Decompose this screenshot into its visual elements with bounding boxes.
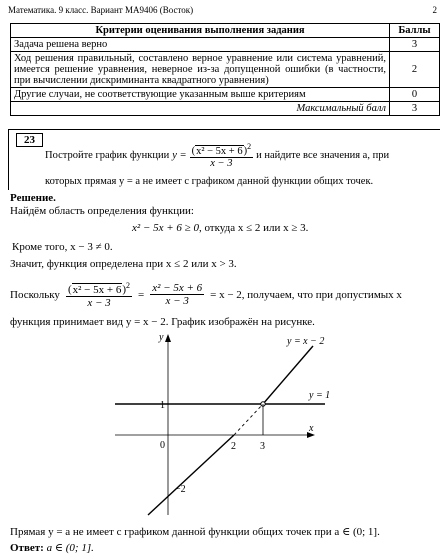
graph-right-ray (263, 346, 313, 404)
p5-fraction1-denominator: x − 3 (87, 296, 111, 309)
page-number: 2 (432, 5, 437, 15)
p5-tail: = x − 2, получаем, что при допустимых x (210, 288, 402, 301)
p5-fraction1-numerator: x² − 5x + 6 (72, 283, 122, 296)
header-title: Математика. 9 класс. Вариант МА9406 (Восток) (8, 5, 194, 15)
column-header-points: Баллы (390, 24, 440, 38)
max-score-value: 3 (390, 102, 440, 116)
p5-fraction1: $\frac{(x^2 - 5x + 6)^2}{x - 3}$ (67, 281, 130, 309)
table-row (11, 88, 440, 102)
task-fraction-denominator: x − 3 (210, 157, 233, 169)
table-row (11, 102, 440, 116)
graph-gap-dashed (234, 404, 263, 435)
origin-label: 0 (160, 440, 165, 451)
y-axis-arrow (165, 334, 171, 342)
task-text-start: Постройте график функции (45, 149, 170, 161)
criteria-points: 3 (390, 38, 440, 52)
solution-p7: Прямая y = a не имеет с графиком данной функции общих точек при a ∈ (0; 1]. (10, 526, 380, 538)
column-header-criteria: Критерии оценивания выполнения задания (11, 24, 390, 38)
p5-fraction2-numerator: x² − 5x + 6 (152, 282, 203, 295)
solution-p3: Кроме того, x − 3 ≠ 0. (12, 241, 113, 253)
p5-start: Поскольку (10, 288, 60, 301)
task-y-eq: y = (172, 149, 187, 161)
criteria-points: 2 (390, 52, 440, 88)
hline-label: y = 1 (309, 390, 331, 401)
criteria-text: Задача решена верно (11, 38, 390, 52)
p5-equals: = (138, 288, 145, 301)
criteria-points: 0 (390, 88, 440, 102)
answer-value: a ∈ (0; 1]. (46, 542, 94, 554)
domain-inequality: x² − 5x + 6 ≥ 0 (132, 222, 199, 234)
p5-fraction2-denominator: x − 3 (165, 295, 189, 308)
function-graph (115, 330, 345, 518)
answer-line (10, 541, 94, 554)
max-score-label: Максимальный балл (11, 102, 390, 116)
solution-p6: функция принимает вид y = x − 2. График изображён на рисунке. (10, 316, 315, 328)
table-row (11, 52, 440, 88)
table-row (11, 38, 440, 52)
task-fraction-numerator: x² − 5x + 6 (196, 145, 243, 157)
solution-domain (132, 222, 308, 234)
task-statement-line2: которых прямая y = a не имеет с графиком данной функции общих точек. (45, 176, 374, 187)
task-text-end: и найдите все значения a, при (256, 149, 390, 161)
tick-x-2: 2 (231, 441, 236, 452)
criteria-table (10, 23, 440, 116)
solution-p1: Найдём область определения функции: (10, 205, 194, 217)
task-number: 23 (16, 133, 43, 147)
criteria-text: Ход решения правильный, составлено верное уравнение или система уравнений, имеется решение уравнения, неверное из-за допущенной ошибки (в частности, при вычислении дискриминанта квадратного уравнения) (11, 52, 390, 88)
solution-p4: Значит, функция определена при x ≤ 2 или x > 3. (10, 258, 237, 270)
tick-x-3: 3 (260, 441, 265, 452)
table-header-row (11, 24, 440, 38)
domain-conclusion: , откуда x ≤ 2 или x ≥ 3. (198, 222, 309, 234)
solution-p5 (10, 281, 402, 309)
x-axis-label: x (309, 423, 314, 434)
task-fraction: $\frac{(x^2 - 5x + 6)^2}{x - 3}$ (191, 142, 252, 169)
y-axis-label: y (159, 332, 164, 343)
task-statement-line1 (45, 142, 389, 169)
answer-label: Ответ: (10, 542, 44, 554)
criteria-text: Другие случаи, не соответствующие указанным выше критериям (11, 88, 390, 102)
line-label: y = x − 2 (287, 336, 325, 347)
tick-y-1: 1 (160, 400, 165, 411)
p5-fraction2 (150, 282, 204, 307)
solution-title: Решение. (10, 192, 56, 204)
tick-y-minus2: −2 (175, 484, 186, 495)
